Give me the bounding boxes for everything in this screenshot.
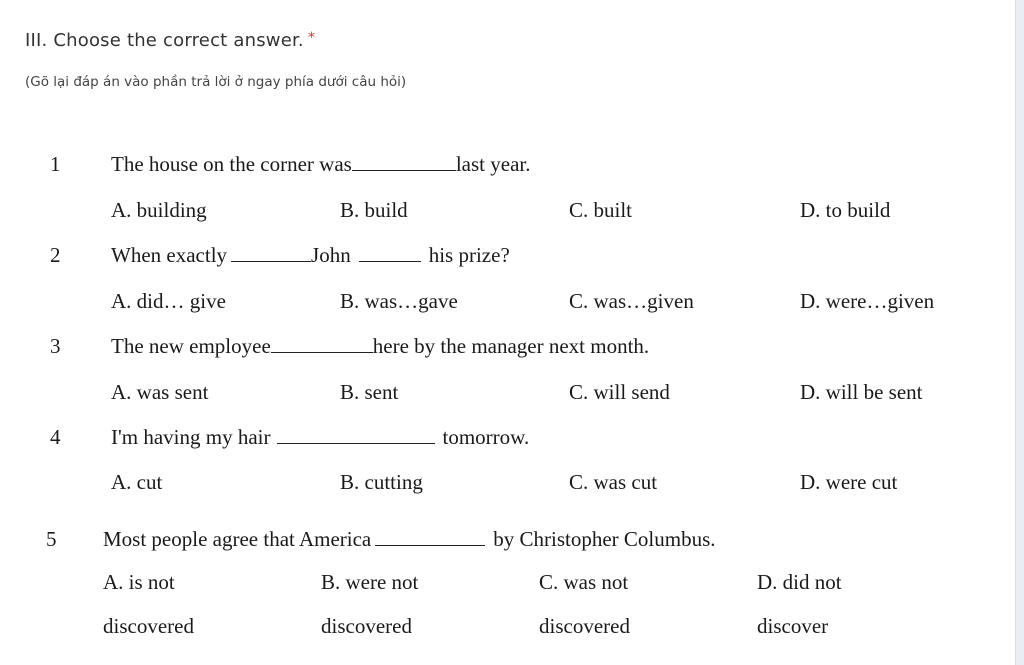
question-number: 1: [50, 152, 61, 176]
answer-option: C. was…given: [569, 289, 694, 313]
question-text-part: last year.: [455, 152, 531, 176]
answer-option: C. will send: [569, 380, 670, 404]
question-number: 3: [50, 334, 61, 358]
answer-blank: [277, 425, 435, 444]
answer-option-line2: discovered: [103, 614, 194, 638]
answer-option: A. did… give: [111, 289, 226, 313]
answer-option: B. was…gave: [340, 289, 458, 313]
answer-option: D. to build: [800, 198, 891, 222]
answer-option: B. cutting: [340, 470, 423, 494]
answer-blank: [231, 243, 311, 262]
question-number: 5: [46, 527, 57, 551]
answer-option-line1: B. were not: [321, 570, 419, 594]
question-text: [111, 425, 529, 450]
section-instructions: (Gõ lại đáp án vào phần trả lời ở ngay phía dưới câu hỏi): [25, 74, 407, 90]
question-text-part: When exactly: [111, 243, 228, 267]
question-number: 2: [50, 243, 61, 267]
answer-option: A. building: [111, 198, 207, 222]
answer-option: D. were cut: [800, 470, 898, 494]
answer-option: A. cut: [111, 470, 163, 494]
section-title-text: III. Choose the correct answer.: [25, 30, 304, 51]
answer-option: C. built: [569, 198, 633, 222]
answer-option: B. build: [340, 198, 408, 222]
answer-option-line1: D. did not: [757, 570, 842, 594]
question-text: [111, 152, 530, 177]
question-text-part: The new employee: [111, 334, 271, 358]
question-text-part: here by the manager next month.: [372, 334, 650, 358]
answer-blank: [352, 152, 456, 171]
answer-option: A. was sent: [111, 380, 209, 404]
answer-option-line2: discovered: [539, 614, 630, 638]
question-text-part: his prize?: [428, 243, 510, 267]
section-title: [25, 30, 315, 51]
answer-option-line1: C. was not: [539, 570, 629, 594]
answer-option-line2: discovered: [321, 614, 412, 638]
answer-blank: [271, 334, 373, 353]
answer-blank: [375, 527, 485, 546]
answer-option: B. sent: [340, 380, 399, 404]
question-number: 4: [50, 425, 61, 449]
question-text: [111, 243, 510, 268]
page-edge: [1015, 0, 1024, 665]
question-text-part: Most people agree that America: [103, 527, 372, 551]
answer-option: D. will be sent: [800, 380, 923, 404]
question-text-part: The house on the corner was: [111, 152, 352, 176]
question-text: [111, 334, 649, 359]
answer-option: C. was cut: [569, 470, 658, 494]
question-text-part: by Christopher Columbus.: [493, 527, 716, 551]
question-text: [103, 527, 716, 552]
required-marker: *: [307, 30, 316, 46]
question-text-part: John: [311, 243, 351, 267]
answer-option-line1: A. is not: [103, 570, 175, 594]
answer-blank: [359, 243, 421, 262]
answer-option-line2: discover: [757, 614, 829, 638]
question-text-part: I'm having my hair: [111, 425, 271, 449]
question-text-part: tomorrow.: [442, 425, 530, 449]
answer-option: D. were…given: [800, 289, 935, 313]
